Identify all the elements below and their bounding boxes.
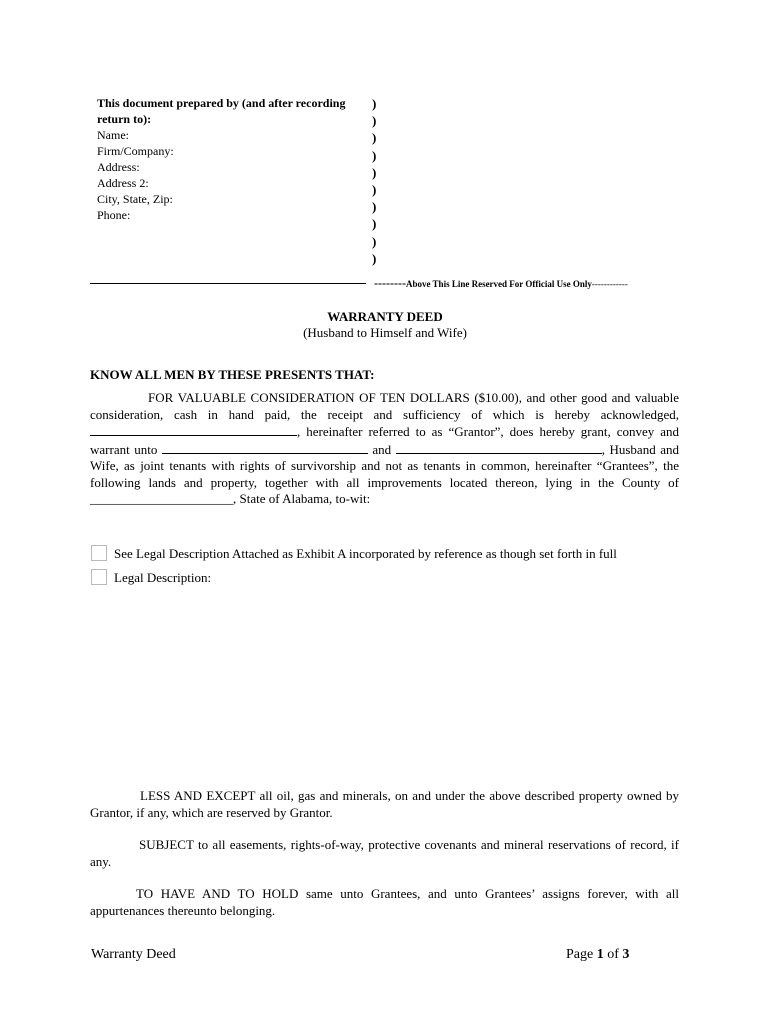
grantee-husband-blank[interactable] — [162, 441, 368, 454]
preparer-block — [97, 95, 372, 223]
paren: ) — [372, 182, 377, 198]
preparer-phone-label: Phone: — [97, 208, 131, 222]
paren: ) — [372, 216, 377, 232]
legal-description-label: Legal Description: — [114, 570, 212, 585]
footer-page-number — [566, 947, 629, 963]
preparer-city-state-zip-label: City, State, Zip: — [97, 192, 173, 206]
consideration-text-1: FOR VALUABLE CONSIDERATION OF TEN DOLLARS ($10.00), and other good and valuable consideration, cash in hand paid, the receipt and sufficiency of which is hereby acknowledged, — [90, 390, 679, 422]
exhibit-a-label: See Legal Description Attached as Exhibit A incorporated by reference as though set forth in full — [114, 546, 617, 561]
consideration-text-2: , hereinafter referred to as “Grantor”, does hereby grant, convey and warrant unto — [90, 424, 679, 457]
consideration-text-4: , Husband and Wife, as joint tenants with rights of survivorship and not as tenants in common, hereinafter “Grantees”, the following lands and property, together with all improvements located thereon, lying in the County of — [90, 441, 679, 490]
habendum-text: TO HAVE AND TO HOLD same unto Grantees, and unto Grantees’ assigns forever, with all appurtenances thereunto belonging. — [90, 886, 679, 918]
preparer-firm-label: Firm/Company: — [97, 144, 174, 158]
consideration-text-3: and — [367, 441, 396, 457]
notice-tail: ------------ — [591, 279, 628, 289]
preparer-name-label: Name: — [97, 128, 129, 142]
notice-dashes: -------- — [374, 276, 406, 290]
habendum-paragraph — [90, 885, 679, 919]
paren: ) — [372, 199, 377, 215]
preparer-heading: This document prepared by (and after recording return to): — [97, 96, 346, 126]
legal-description-checkbox[interactable] — [91, 569, 107, 585]
grantee-wife-blank[interactable] — [396, 441, 602, 454]
less-except-paragraph — [90, 787, 679, 821]
exhibit-a-checkbox[interactable] — [91, 545, 107, 561]
county-blank[interactable]: ______________________ — [90, 491, 233, 506]
bracket-column — [372, 95, 376, 267]
page-current: 1 — [596, 947, 604, 962]
intro-heading: KNOW ALL MEN BY THESE PRESENTS THAT: — [90, 367, 375, 382]
preparer-address2-label: Address 2: — [97, 176, 149, 190]
consideration-paragraph — [90, 390, 679, 508]
paren: ) — [372, 164, 377, 180]
consideration-text-5: , State of Alabama, to-wit: — [233, 491, 371, 506]
page-total: 3 — [622, 947, 630, 962]
preparer-address-label: Address: — [97, 160, 140, 174]
paren: ) — [372, 96, 377, 111]
document-subtitle: (Husband to Himself and Wife) — [303, 325, 467, 340]
subject-text: SUBJECT to all easements, rights-of-way, protective covenants and mineral reservations of record, if any. — [90, 837, 679, 869]
recording-divider-line — [90, 283, 366, 284]
less-except-text: LESS AND EXCEPT all oil, gas and minerals, on and under the above described property owned by Grantor, if any, which are reserved by Grantor. — [90, 788, 679, 820]
paren: ) — [372, 250, 377, 266]
footer-document-name: Warranty Deed — [91, 947, 176, 962]
paren: ) — [372, 113, 377, 129]
paren: ) — [372, 233, 377, 249]
paren: ) — [372, 130, 377, 146]
official-use-notice — [374, 276, 628, 291]
page-of: of — [603, 947, 623, 962]
paren: ) — [372, 147, 377, 163]
notice-label: Above This Line Reserved For Official Use Only — [405, 279, 592, 289]
subject-paragraph — [90, 836, 679, 870]
document-title: WARRANTY DEED — [327, 309, 443, 324]
page-prefix: Page — [566, 947, 597, 962]
grantor-name-blank[interactable] — [90, 423, 297, 436]
